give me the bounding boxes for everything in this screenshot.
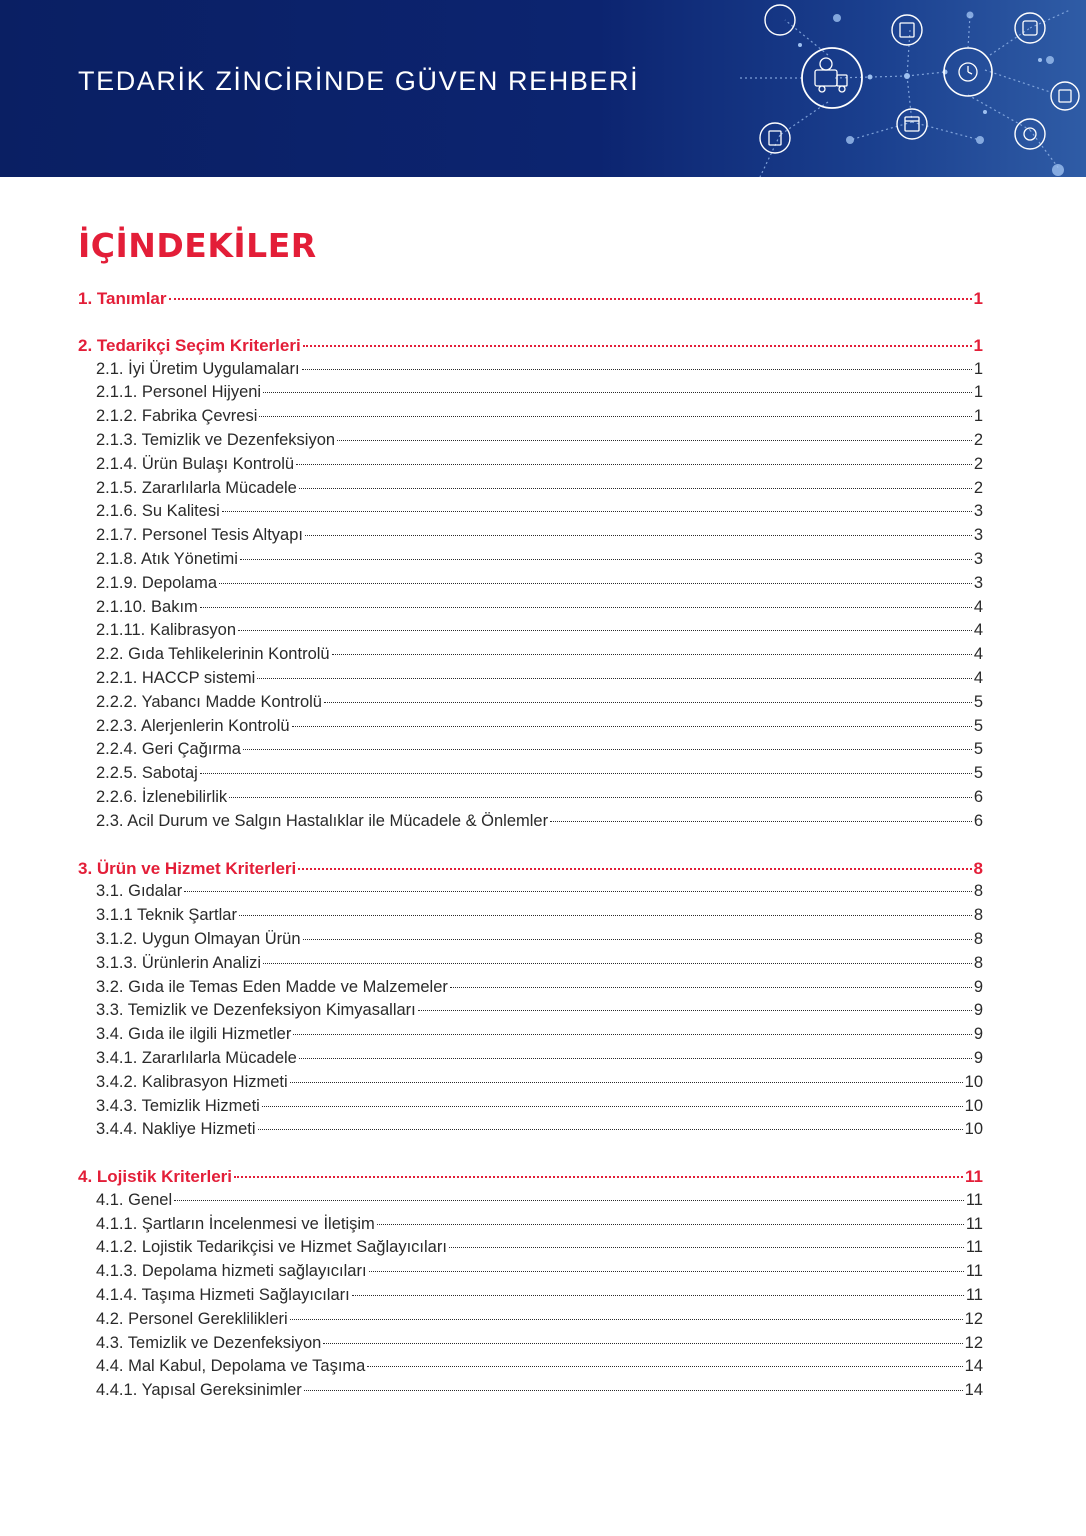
dot-leader <box>450 987 972 988</box>
toc-subsection-entry[interactable] <box>78 738 983 762</box>
toc-entry-title: 2.2.5. Sabotaj <box>96 764 198 783</box>
toc-entry-title: 2.3. Acil Durum ve Salgın Hastalıklar ile Mücadele & Önlemler <box>96 811 549 830</box>
toc-entry-page: 1 <box>973 383 983 402</box>
toc-entry-page: 14 <box>964 1357 983 1376</box>
dot-leader <box>367 1366 962 1367</box>
toc-entry-title: 4.1. Genel <box>96 1190 173 1209</box>
dot-leader <box>299 1058 972 1059</box>
toc-entry-title: 2.2.6. İzlenebilirlik <box>96 787 228 806</box>
toc-entry-page: 5 <box>973 716 983 735</box>
toc-entry-page: 11 <box>965 1214 983 1233</box>
supply-chain-network-illustration <box>740 0 1086 177</box>
toc-entry-page: 8 <box>973 906 983 925</box>
toc-entry-title: 3.1.2. Uygun Olmayan Ürün <box>96 929 301 948</box>
toc-subsection-entry[interactable] <box>78 880 983 904</box>
toc-subsection-entry[interactable] <box>78 619 983 643</box>
toc-entry-title: 3.4.2. Kalibrasyon Hizmeti <box>96 1072 288 1091</box>
toc-entry-page: 14 <box>964 1381 983 1400</box>
toc-section <box>78 287 983 311</box>
toc-subsection-entry[interactable] <box>78 1260 983 1284</box>
dot-leader <box>303 939 972 940</box>
toc-entry-title: 2.1.11. Kalibrasyon <box>96 621 237 640</box>
toc-entry-title: 2.1.3. Temizlik ve Dezenfeksiyon <box>96 430 336 449</box>
toc-entry-page: 3 <box>973 502 983 521</box>
toc-entry-title: 3.3. Temizlik ve Dezenfeksiyon Kimyasalları <box>96 1001 416 1020</box>
toc-subsection-entry[interactable] <box>78 691 983 715</box>
toc-entry-title: 2.2.2. Yabancı Madde Kontrolü <box>96 692 322 711</box>
toc-entry-title: 4.2. Personel Gereklilikleri <box>96 1309 288 1328</box>
toc-entry-page: 1 <box>973 407 983 426</box>
toc-entry-page: 6 <box>973 811 983 830</box>
table-of-contents <box>78 287 983 1426</box>
dot-leader <box>332 654 972 655</box>
dot-leader <box>298 868 971 870</box>
toc-entry-page: 1 <box>973 289 983 308</box>
toc-subsection-entry[interactable] <box>78 715 983 739</box>
toc-subsection-entry[interactable] <box>78 810 983 834</box>
toc-entry-page: 6 <box>973 787 983 806</box>
toc-entry-title: 3.1.3. Ürünlerin Analizi <box>96 953 262 972</box>
toc-subsection-entry[interactable] <box>78 524 983 548</box>
toc-subsection-entry[interactable] <box>78 1023 983 1047</box>
toc-subsection-entry[interactable] <box>78 405 983 429</box>
toc-entry-title: 2.1.6. Su Kalitesi <box>96 502 220 521</box>
dot-leader <box>418 1010 972 1011</box>
toc-entry-page: 4 <box>973 645 983 664</box>
toc-subsection-entry[interactable] <box>78 358 983 382</box>
toc-subsection-entry[interactable] <box>78 667 983 691</box>
dot-leader <box>219 583 972 584</box>
toc-subsection-entry[interactable] <box>78 453 983 477</box>
toc-entry-title: 2.1.7. Personel Tesis Altyapı <box>96 526 303 545</box>
toc-subsection-entry[interactable] <box>78 596 983 620</box>
toc-entry-title: 3. Ürün ve Hizmet Kriterleri <box>78 858 297 878</box>
dot-leader <box>174 1200 964 1201</box>
toc-entry-title: 4.4. Mal Kabul, Depolama ve Taşıma <box>96 1357 366 1376</box>
toc-subsection-entry[interactable] <box>78 643 983 667</box>
toc-entry-title: 2.1.5. Zararlılarla Mücadele <box>96 478 297 497</box>
toc-entry-title: 4.4.1. Yapısal Gereksinimler <box>96 1381 302 1400</box>
toc-entry-page: 9 <box>973 977 983 996</box>
toc-entry-page: 2 <box>973 454 983 473</box>
toc-entry-page: 5 <box>973 740 983 759</box>
toc-subsection-entry[interactable] <box>78 1284 983 1308</box>
toc-entry-page: 10 <box>964 1072 983 1091</box>
dot-leader <box>184 891 972 892</box>
dot-leader <box>369 1271 964 1272</box>
toc-section <box>78 857 983 1143</box>
toc-entry-title: 2.2.1. HACCP sistemi <box>96 668 256 687</box>
dot-leader <box>200 773 972 774</box>
toc-entry-page: 8 <box>973 858 983 878</box>
toc-entry-page: 12 <box>964 1309 983 1328</box>
toc-subsection-entry[interactable] <box>78 1355 983 1379</box>
dot-leader <box>240 559 972 560</box>
dot-leader <box>290 1319 963 1320</box>
dot-leader <box>293 1034 971 1035</box>
toc-entry-page: 11 <box>965 1190 983 1209</box>
toc-entry-title: 3.4. Gıda ile ilgili Hizmetler <box>96 1025 292 1044</box>
dot-leader <box>377 1224 964 1225</box>
toc-entry-title: 2.1.4. Ürün Bulaşı Kontrolü <box>96 454 295 473</box>
toc-entry-title: 2.1.1. Personel Hijyeni <box>96 383 262 402</box>
toc-entry-title: 3.2. Gıda ile Temas Eden Madde ve Malzemeler <box>96 977 448 996</box>
toc-entry-page: 4 <box>973 668 983 687</box>
toc-entry-page: 10 <box>964 1120 983 1139</box>
toc-entry-page: 8 <box>973 953 983 972</box>
dot-leader <box>259 416 971 417</box>
toc-subsection-entry[interactable] <box>78 976 983 1000</box>
toc-section <box>78 334 983 834</box>
toc-section-entry[interactable] <box>78 334 983 358</box>
toc-entry-page: 11 <box>965 1262 983 1281</box>
toc-subsection-entry[interactable] <box>78 904 983 928</box>
toc-entry-title: 2.2.4. Geri Çağırma <box>96 740 241 759</box>
toc-entry-page: 9 <box>973 1025 983 1044</box>
toc-subsection-entry[interactable] <box>78 952 983 976</box>
dot-leader <box>263 392 972 393</box>
dot-leader <box>262 1106 963 1107</box>
dot-leader <box>449 1247 964 1248</box>
dot-leader <box>299 488 972 489</box>
toc-entry-page: 9 <box>973 1001 983 1020</box>
toc-entry-page: 4 <box>973 621 983 640</box>
toc-entry-title: 2.1.9. Depolama <box>96 573 218 592</box>
toc-subsection-entry[interactable] <box>78 1379 983 1403</box>
toc-entry-page: 12 <box>964 1333 983 1352</box>
toc-entry-page: 11 <box>965 1286 983 1305</box>
toc-entry-page: 11 <box>965 1238 983 1257</box>
toc-subsection-entry[interactable] <box>78 786 983 810</box>
dot-leader <box>304 1390 963 1391</box>
toc-entry-title: 2.2. Gıda Tehlikelerinin Kontrolü <box>96 645 330 664</box>
toc-entry-title: 3.4.4. Nakliye Hizmeti <box>96 1120 256 1139</box>
toc-entry-page: 4 <box>973 597 983 616</box>
toc-subsection-entry[interactable] <box>78 762 983 786</box>
toc-entry-page: 3 <box>973 526 983 545</box>
toc-entry-page: 3 <box>973 573 983 592</box>
toc-entry-page: 2 <box>973 478 983 497</box>
toc-subsection-entry[interactable] <box>78 548 983 572</box>
toc-subsection-entry[interactable] <box>78 1236 983 1260</box>
dot-leader <box>323 1343 962 1344</box>
toc-entry-page: 5 <box>973 692 983 711</box>
dot-leader <box>292 726 972 727</box>
dot-leader <box>238 630 972 631</box>
toc-subsection-entry[interactable] <box>78 1071 983 1095</box>
toc-entry-title: 4.1.2. Lojistik Tedarikçisi ve Hizmet Sağlayıcıları <box>96 1238 447 1257</box>
dot-leader <box>258 1129 963 1130</box>
toc-entry-page: 3 <box>973 549 983 568</box>
dot-leader <box>263 963 972 964</box>
toc-subsection-entry[interactable] <box>78 928 983 952</box>
toc-entry-title: 4.3. Temizlik ve Dezenfeksiyon <box>96 1333 322 1352</box>
toc-subsection-entry[interactable] <box>78 1308 983 1332</box>
toc-entry-title: 2. Tedarikçi Seçim Kriterleri <box>78 335 301 355</box>
toc-subsection-entry[interactable] <box>78 1332 983 1356</box>
dot-leader <box>257 678 972 679</box>
toc-heading: İÇİNDEKİLER <box>78 226 317 265</box>
dot-leader <box>239 915 972 916</box>
toc-entry-page: 11 <box>965 1167 983 1187</box>
toc-entry-page: 8 <box>973 929 983 948</box>
toc-entry-title: 1. Tanımlar <box>78 289 167 308</box>
toc-subsection-entry[interactable] <box>78 999 983 1023</box>
toc-entry-title: 4. Lojistik Kriterleri <box>78 1167 232 1187</box>
toc-entry-page: 9 <box>973 1048 983 1067</box>
page-header <box>0 0 1086 177</box>
toc-subsection-entry[interactable] <box>78 500 983 524</box>
toc-entry-title: 2.1. İyi Üretim Uygulamaları <box>96 359 300 378</box>
toc-subsection-entry[interactable] <box>78 477 983 501</box>
document-title: TEDARİK ZİNCİRİNDE GÜVEN REHBERİ <box>78 66 640 96</box>
toc-entry-title: 2.1.2. Fabrika Çevresi <box>96 407 258 426</box>
toc-subsection-entry[interactable] <box>78 1213 983 1237</box>
toc-subsection-entry[interactable] <box>78 1118 983 1142</box>
toc-entry-title: 2.1.8. Atık Yönetimi <box>96 549 238 568</box>
dot-leader <box>229 797 972 798</box>
dot-leader <box>200 607 972 608</box>
toc-subsection-entry[interactable] <box>78 1047 983 1071</box>
toc-entry-title: 3.4.1. Zararlılarla Mücadele <box>96 1048 297 1067</box>
dot-leader <box>243 749 972 750</box>
toc-section-entry[interactable] <box>78 857 983 881</box>
toc-entry-page: 8 <box>973 882 983 901</box>
toc-entry-title: 4.1.1. Şartların İncelenmesi ve İletişim <box>96 1214 375 1233</box>
toc-entry-page: 1 <box>973 335 983 355</box>
toc-entry-title: 2.1.10. Bakım <box>96 597 198 616</box>
toc-subsection-entry[interactable] <box>78 381 983 405</box>
toc-section-entry[interactable] <box>78 287 983 311</box>
toc-entry-page: 2 <box>973 430 983 449</box>
dot-leader <box>352 1295 964 1296</box>
toc-entry-title: 4.1.3. Depolama hizmeti sağlayıcıları <box>96 1262 367 1281</box>
dot-leader <box>302 369 972 370</box>
toc-entry-page: 1 <box>973 359 983 378</box>
dot-leader <box>550 821 972 822</box>
dot-leader <box>222 511 972 512</box>
toc-subsection-entry[interactable] <box>78 1095 983 1119</box>
toc-entry-title: 2.2.3. Alerjenlerin Kontrolü <box>96 716 290 735</box>
dot-leader <box>305 535 972 536</box>
toc-entry-page: 10 <box>964 1096 983 1115</box>
dot-leader <box>296 464 972 465</box>
toc-section-entry[interactable] <box>78 1165 983 1189</box>
dot-leader <box>337 440 972 441</box>
dot-leader <box>234 1176 963 1178</box>
toc-subsection-entry[interactable] <box>78 1189 983 1213</box>
toc-subsection-entry[interactable] <box>78 429 983 453</box>
toc-section <box>78 1165 983 1403</box>
toc-entry-title: 3.1.1 Teknik Şartlar <box>96 906 237 925</box>
toc-entry-page: 5 <box>973 764 983 783</box>
dot-leader <box>303 345 972 347</box>
toc-subsection-entry[interactable] <box>78 572 983 596</box>
toc-entry-title: 3.1. Gıdalar <box>96 882 183 901</box>
dot-leader <box>290 1082 963 1083</box>
toc-entry-title: 3.4.3. Temizlik Hizmeti <box>96 1096 260 1115</box>
toc-entry-title: 4.1.4. Taşıma Hizmeti Sağlayıcıları <box>96 1286 350 1305</box>
dot-leader <box>324 702 972 703</box>
dot-leader <box>169 298 972 300</box>
